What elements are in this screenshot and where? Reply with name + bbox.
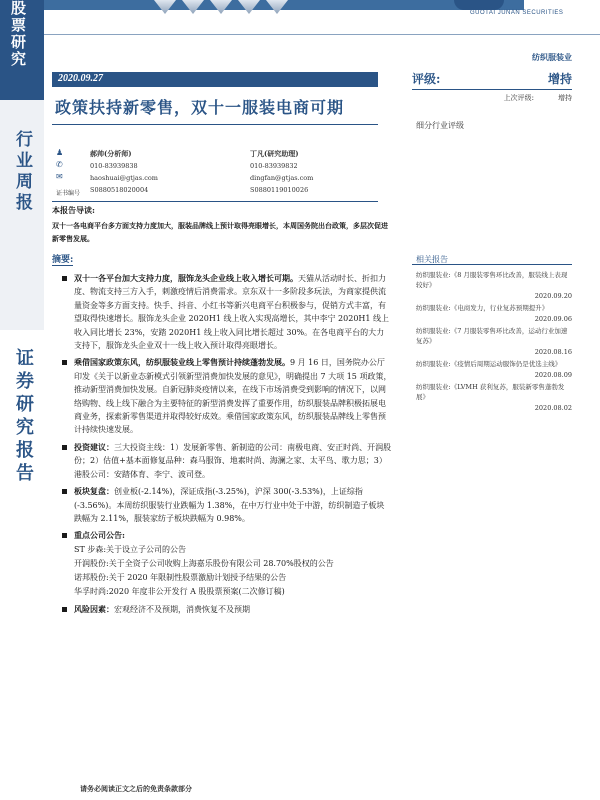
bullet-lead: 重点公司公告: bbox=[74, 530, 125, 541]
person-icon: ♟ bbox=[56, 148, 64, 157]
analyst-cert: S0880119010026 bbox=[250, 186, 309, 194]
analyst-name: 郝帅(分析师) bbox=[90, 149, 132, 158]
related-report-item[interactable] bbox=[416, 303, 572, 324]
related-report-title: 纺织服装业:《8 月服装零售环比改善，服装线上表现较好》 bbox=[416, 271, 568, 289]
header-banner bbox=[44, 0, 600, 34]
rating-value: 增持 bbox=[547, 72, 572, 86]
rating-panel bbox=[412, 70, 572, 103]
guide-text: 双十一各电商平台多方面支持力度加大，服装品牌线上预计取得亮眼增长，本周国务院出台政策，多层次促进新零售发展。 bbox=[52, 221, 388, 243]
header-divider bbox=[44, 34, 600, 35]
report-title: 政策扶持新零售，双十一服装电商可期 bbox=[55, 98, 345, 117]
previous-rating-label: 上次评级: bbox=[503, 94, 534, 102]
sector-label: 纺织服装业 bbox=[532, 52, 572, 62]
title-divider bbox=[52, 124, 378, 125]
sub-industry-rating: 细分行业评级 bbox=[416, 121, 464, 130]
bullet-lead: 双十一各平台加大支持力度，服饰龙头企业线上收入增长可期。 bbox=[74, 273, 298, 283]
analyst-phone: 010-83939838 bbox=[90, 162, 138, 170]
related-report-date: 2020.09.06 bbox=[534, 315, 572, 323]
bullet-lead: 乘借国家政策东风，纺织服装业线上零售预计持续蓬勃发展。 bbox=[74, 357, 290, 368]
diamond-icon bbox=[238, 0, 260, 14]
rating-label: 评级: bbox=[412, 72, 441, 86]
report-type-label: 行业周报 bbox=[12, 130, 32, 214]
diamond-decoration bbox=[154, 0, 288, 14]
disclaimer-footer: 请务必阅读正文之后的免责条款部分 bbox=[80, 784, 192, 793]
bullet-lead: 板块复盘： bbox=[74, 486, 114, 497]
diamond-icon bbox=[154, 0, 176, 14]
analyst-card bbox=[90, 148, 210, 196]
bullet-lead: 风险因素： bbox=[74, 603, 114, 614]
company-logo-icon bbox=[454, 0, 504, 10]
analyst-name: 丁凡(研究助理) bbox=[250, 149, 299, 158]
analyst-email[interactable]: dingfan@gtjas.com bbox=[250, 174, 314, 182]
contact-icons bbox=[56, 148, 84, 184]
related-report-item[interactable] bbox=[416, 270, 572, 301]
bullet-text: 三大投资主线：1）发展新零售、新制造的公司：南极电商、安正时尚、开润股份；2）估值+基本面修复品种：森马服饰、地素时尚、海澜之家、太平鸟、歌力思；3）港股公司：安踏体育、李宁、波司登。 bbox=[74, 442, 392, 479]
left-band-top bbox=[0, 0, 44, 100]
announcement-item: 开润股份:关于全资子公司收购上海嘉乐股份有限公司 28.70%股权的公告 bbox=[74, 558, 334, 568]
related-report-title: 纺织服装业:《LVMH 获利复苏，服装新零售蓬勃发展》 bbox=[416, 383, 565, 401]
summary-heading: 摘要: bbox=[52, 252, 73, 266]
summary-bullet bbox=[52, 529, 392, 542]
report-body bbox=[52, 205, 392, 616]
bullet-text: 创业板(-2.14%)，深证成指(-3.25%)，沪深 300(-3.53%)，上证综指(-3.56%)。本周纺织服装行业跌幅为 1.38%，在中万行业中处于中游，纺织制造子板块跌幅为 2.11%，服装家纺子板块跌幅为 0.98%。 bbox=[74, 487, 385, 523]
phone-icon: ✆ bbox=[56, 160, 63, 169]
related-report-item[interactable] bbox=[416, 382, 572, 413]
related-report-title: 纺织服装业:《电商发力，行业复苏预期提升》 bbox=[416, 304, 549, 312]
related-reports-heading: 相关报告 bbox=[416, 255, 448, 264]
report-date: 2020.09.27 bbox=[58, 73, 103, 84]
related-report-item[interactable] bbox=[416, 359, 572, 380]
bullet-text: 天猫从活动时长、折扣力度、物流支持三方入手，刺激疫情后消费需求。京东双十一多阶段多玩法，为商家提供流量资金等多方面支持。快手、抖音、小红书等新兴电商平台积极参与，促销方式丰富，有望取得快速增长。服饰龙头企业 2020H1 线上收入实现高增长，其中李宁 2020H1 线上收入同比增长 23%，安踏 2020H1 线上收入同比增长超过 30%。在各电商平台的大力支持下，服饰龙头企业双十一线上收入预计取得亮眼增长。 bbox=[74, 274, 390, 351]
analyst-phone: 010-83939832 bbox=[250, 162, 298, 170]
related-report-date: 2020.08.09 bbox=[534, 371, 572, 379]
related-report-item[interactable] bbox=[416, 326, 572, 357]
analyst-divider bbox=[52, 201, 378, 202]
email-icon: ✉ bbox=[56, 172, 63, 181]
related-report-title: 纺织服装业:《7 月服装零售环比改善，运动行业加速复苏》 bbox=[416, 327, 568, 345]
summary-bullet bbox=[52, 441, 392, 481]
summary-bullet bbox=[52, 603, 392, 616]
diamond-icon bbox=[266, 0, 288, 14]
related-report-date: 2020.09.20 bbox=[534, 292, 572, 300]
related-divider bbox=[412, 264, 572, 265]
related-report-date: 2020.08.02 bbox=[534, 404, 572, 412]
summary-bullet bbox=[52, 356, 392, 436]
related-reports-list bbox=[416, 270, 572, 415]
previous-rating-value: 增持 bbox=[558, 94, 572, 102]
guide-heading: 本报告导读: bbox=[52, 205, 95, 215]
left-band bbox=[0, 0, 44, 800]
summary-bullet bbox=[52, 485, 392, 525]
analyst-card bbox=[250, 148, 370, 196]
related-report-date: 2020.08.16 bbox=[534, 348, 572, 356]
diamond-icon bbox=[210, 0, 232, 14]
cert-number-label: 证书编号 bbox=[56, 190, 81, 197]
bullet-text: 宏观经济不及预期，消费恢复不及预期 bbox=[114, 604, 250, 614]
date-bar bbox=[52, 72, 378, 87]
report-category-label: 证券研究报告 bbox=[13, 348, 34, 486]
diamond-icon bbox=[182, 0, 204, 14]
announcement-item: ST 步森:关于设立子公司的公告 bbox=[74, 544, 187, 554]
rating-divider bbox=[412, 89, 572, 90]
bullet-text: 9 月 16 日，国务院办公厅印发《关于以新业态新模式引领新型消费加快发展的意见》，明确提出 7 大项 15 项政策，推动新型消费加快发展。自新冠肺炎疫情以来，在线下市场消费受到影响的情况下，以网络购物、线上线下融合为主要特征的新型消费发挥了重要作用，纺织服装品牌积极拓展电商业务，探索新零售渠道并取得较好成效。乘借国家政策东风，纺织服装品牌线上零售预计持续快速发展。 bbox=[74, 358, 392, 435]
announcement-item: 华孚时尚:2020 年度非公开发行 A 股股票预案(二次修订稿) bbox=[74, 586, 285, 596]
announcement-item: 诺邦股份:关于 2020 年限制性股票激励计划授予结果的公告 bbox=[74, 572, 287, 582]
company-name: GUOTAI JUNAN SECURITIES bbox=[470, 10, 564, 16]
left-band-top-text: 股票研究 bbox=[9, 0, 27, 68]
analyst-email[interactable]: haoshuai@gtjas.com bbox=[90, 174, 158, 182]
summary-bullet bbox=[52, 272, 392, 352]
analyst-cert: S0880518020004 bbox=[90, 186, 149, 194]
related-report-title: 纺织服装业:《疫情后周期运动服饰仍是优选主线》 bbox=[416, 360, 562, 368]
bullet-lead: 投资建议： bbox=[74, 441, 114, 452]
